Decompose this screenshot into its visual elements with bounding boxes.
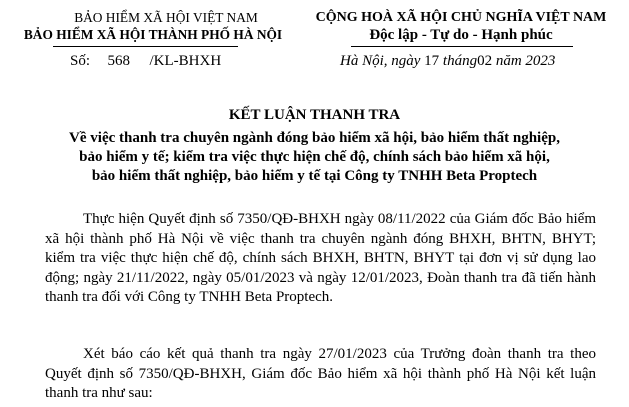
document-title: KẾT LUẬN THANH TRA <box>228 107 401 123</box>
parent-organization: BẢO HIỂM XÃ HỘI VIỆT NAM <box>74 10 258 25</box>
date-month-label: tháng <box>442 53 478 69</box>
date-month: 02 <box>477 53 493 69</box>
body-paragraph-2: Xét báo cáo kết quả thanh tra ngày 27/01/2023 của Trưởng đoàn thanh tra theo Quyết định số 7350/QĐ-BHXH, Giám đốc Bảo hiểm xã hội thành phố Hà Nội kết luận thanh tra như sau: <box>45 346 596 401</box>
right-header-divider <box>351 46 573 47</box>
date-day: 17 <box>424 53 440 69</box>
number-label: Số: <box>70 53 91 69</box>
document-date <box>340 53 555 70</box>
date-place: Hà Nội, ngày <box>340 53 421 69</box>
subtitle-line: bảo hiểm y tế; kiểm tra việc thực hiện chế độ, chính sách bảo hiểm xã hội, <box>79 149 550 165</box>
left-header-divider <box>53 46 238 47</box>
document-subtitle <box>0 129 629 186</box>
subtitle-line: bảo hiểm thất nghiệp, bảo hiểm y tế tại Công ty TNHH Beta Proptech <box>91 168 538 184</box>
document-number <box>70 53 221 70</box>
body-paragraph-1: Thực hiện Quyết định số 7350/QĐ-BHXH ngày 08/11/2022 của Giám đốc Bảo hiểm xã hội thành phố Hà Nội về việc thanh tra chuyên ngành đóng BHXH, BHTN, BHYT; kiểm tra việc thực hiện chế độ, chính sách BHXH, BHTN, BHYT tại đơn vị sử dụng lao động; ngày 21/11/2022, ngày 05/01/2023 và ngày 12/01/2023, Đoàn thanh tra đã tiến hành thanh tra đối với Công ty TNHH Beta Proptech. <box>45 211 596 305</box>
national-title: CỘNG HOÀ XÃ HỘI CHỦ NGHĨA VIỆT NAM <box>315 10 607 25</box>
number-suffix: /KL-BHXH <box>149 53 222 69</box>
date-year: năm 2023 <box>495 53 556 69</box>
subtitle-line: Về việc thanh tra chuyên ngành đóng bảo hiểm xã hội, bảo hiểm thất nghiệp, <box>69 130 560 146</box>
issuing-organization: BẢO HIỂM XÃ HỘI THÀNH PHỐ HÀ NỘI <box>23 27 283 42</box>
national-motto: Độc lập - Tự do - Hạnh phúc <box>369 27 553 43</box>
number-value: 568 <box>107 53 131 69</box>
